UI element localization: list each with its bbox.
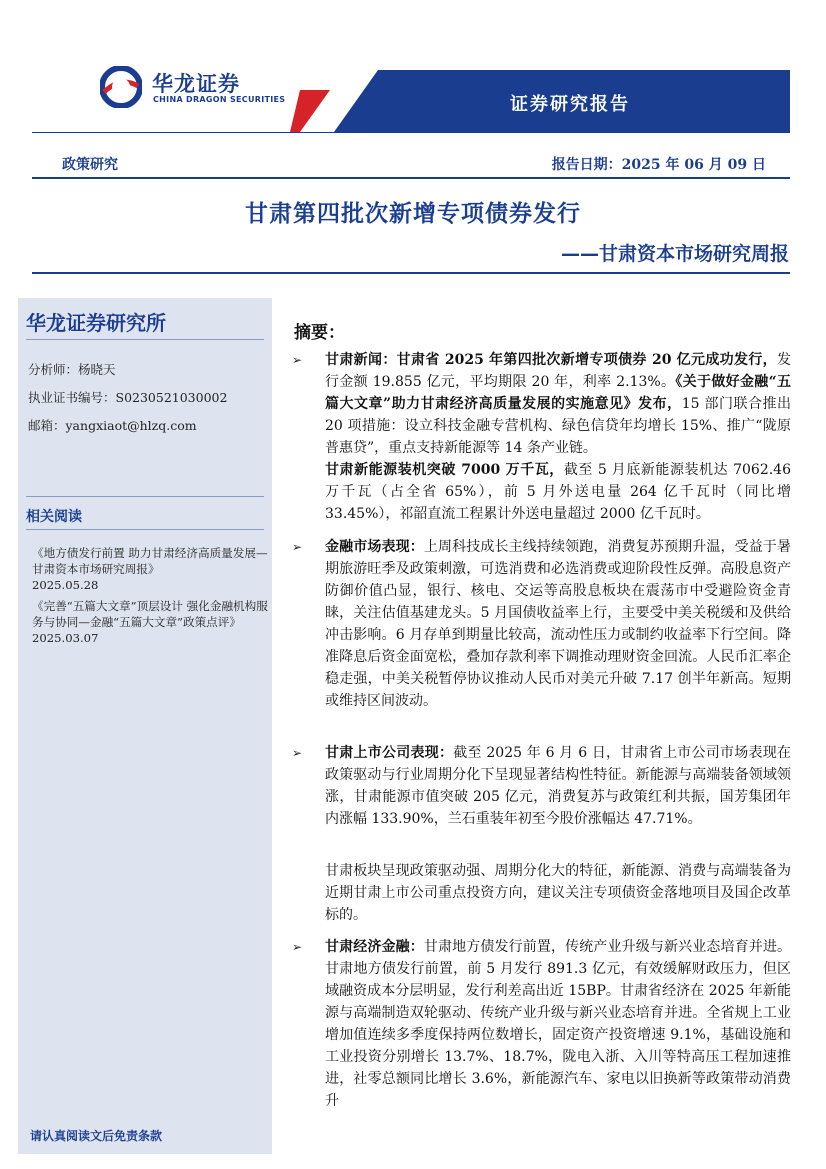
divider xyxy=(32,177,790,179)
analyst-license: 执业证书编号：S0230521030002 xyxy=(28,390,228,405)
section-paragraph: 甘肃板块呈现政策驱动强、周期分化大的特征，新能源、消费与高端装备为近期甘肃上市公司重点投资方向，建议关注专项债资金落地项目及国企改革标的。 xyxy=(325,863,791,923)
report-date: 报告日期：2025 年 06 月 09 日 xyxy=(551,157,766,173)
section-lead: 金融市场表现： xyxy=(325,539,424,555)
section-gansu-news xyxy=(325,349,791,525)
bullet-icon: ➢ xyxy=(292,746,303,760)
section-lead: 甘肃经济金融： xyxy=(325,939,424,955)
sidebar-divider xyxy=(26,339,264,340)
banner-title: 证券研究报告 xyxy=(510,94,630,115)
logo-icon xyxy=(100,66,142,108)
page-title: 甘肃第四批次新增专项债券发行 xyxy=(245,201,581,227)
sidebar-divider xyxy=(26,496,264,497)
section-text: 上周科技成长主线持续领跑，消费复苏预期升温，受益于暑期旅游旺季及政策刺激，可选消费和必选消费或迎阶段性反弹。高股息资产防御价值凸显，银行、核电、交运等高股息板块在震荡市中受避险资金青睐，关注估值基建龙头。5 月国债收益率上行，主要受中美关税缓和及供给冲击影响。6 月存单到期量比较高，流动性压力或制约收益率下行空间。降准降息后资金面宽松，叠加存款利率下调推动理财资金回流。人民币汇率企稳走强，中美关税暂停协议推动人民币对美元升破 7.17 创半年新高。短期或维持区间波动。 xyxy=(325,539,791,709)
section-lead: 甘肃新闻：甘肃省 2025 年第四批次新增专项债券 20 亿元成功发行， xyxy=(325,352,777,368)
section-text: 截至 5 月底新能源装机达 7062.46 万千瓦（占全省 65%），前 5 月外送电量 264 亿千瓦时（同比增 33.45%），祁韶直流工程累计外送电量超过 2000 亿千瓦时。 xyxy=(325,462,792,522)
bullet-icon: ➢ xyxy=(292,940,303,954)
related-item-date: 2025.03.07 xyxy=(32,631,99,645)
logo-english-text: CHINA DRAGON SECURITIES xyxy=(153,95,286,104)
divider xyxy=(32,132,790,133)
section-lead: 甘肃上市公司表现： xyxy=(325,745,454,761)
related-item[interactable] xyxy=(32,598,268,646)
section-text: 15 部门联合推出 20 项措施：设立科技金融专营机构、绿色信贷年均增长 15%、推广“陇原普惠贷”，重点支持新能源等 14 条产业链。 xyxy=(325,396,792,456)
section-market xyxy=(325,536,791,712)
related-item-title[interactable]: 《完善“五篇大文章”顶层设计 强化金融机构服务与协同—金融“五篇大文章”政策点评》 xyxy=(32,599,268,629)
related-item-title[interactable]: 《地方债发行前置 助力甘肃经济高质量发展—甘肃资本市场研究周报》 xyxy=(32,546,268,576)
related-item[interactable] xyxy=(32,545,268,593)
sidebar-title: 华龙证券研究所 xyxy=(26,311,166,335)
section-text: 甘肃地方债发行前置，传统产业升级与新兴业态培育并进。甘肃地方债发行前置，前 5 月发行 891.3 亿元，有效缓解财政压力，但区域融资成本分层明显，发行利差高出近 15BP。甘肃省经济在 2025 年新能源与高端制造双轮驱动、传统产业升级与新兴业态培育并进。全省规上工业增加值连续多季度保持两位数增长，固定资产投资增速 9.1%，基础设施和工业投资分别增长 13.7%、18.7%，陇电入浙、入川等特高压工程加速推进，社零总额同比增长 3.6%，新能源汽车、家电以旧换新等政策带动消费升 xyxy=(325,939,791,1109)
logo-text: 华龙证券 xyxy=(152,72,240,96)
analyst-name: 分析师：杨晓天 xyxy=(28,362,116,377)
page-subtitle: ——甘肃资本市场研究周报 xyxy=(560,243,789,265)
analyst-email[interactable]: 邮箱：yangxiaot@hlzq.com xyxy=(28,418,197,433)
section-lead: 《关于做好金融“五篇大文章”助力甘肃经济高质量发展的实施意见》发布， xyxy=(325,374,791,412)
related-reading-heading: 相关阅读 xyxy=(26,509,82,525)
report-category: 政策研究 xyxy=(62,157,118,173)
divider xyxy=(32,272,790,274)
section-text: 发行金额 19.855 亿元，平均期限 20 年，利率 2.13%。 xyxy=(325,352,791,390)
disclaimer-note: 请认真阅读文后免责条款 xyxy=(30,1129,163,1143)
related-item-date: 2025.05.28 xyxy=(32,578,99,592)
abstract-title: 摘要： xyxy=(294,323,345,343)
bullet-icon: ➢ xyxy=(292,353,303,367)
bullet-icon: ➢ xyxy=(292,540,303,554)
section-economy xyxy=(325,936,791,1112)
sidebar-divider xyxy=(26,529,264,530)
section-listed-companies xyxy=(325,742,791,830)
section-text: 截至 2025 年 6 月 6 日，甘肃省上市公司市场表现在政策驱动与行业周期分化下呈现显著结构性特征。新能源与高端装备领域领涨，甘肃能源市值突破 205 亿元，消费复苏与政策红利共振，国芳集团年内涨幅 133.90%，兰石重装年初至今股价涨幅达 47.71%。 xyxy=(325,745,791,827)
section-lead: 甘肃新能源装机突破 7000 万千瓦， xyxy=(325,462,564,478)
